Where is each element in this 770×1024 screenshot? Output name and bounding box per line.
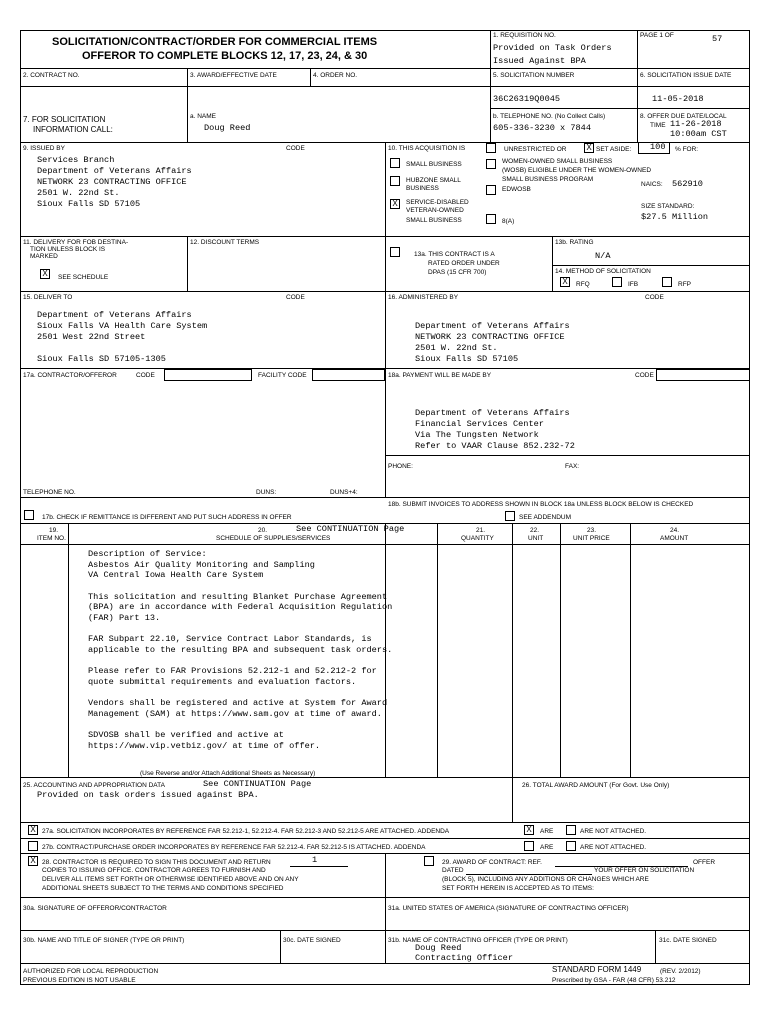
27b-are-checkbox[interactable] [524, 841, 534, 851]
payment-line: Via The Tungsten Network [415, 430, 539, 440]
rating-label: 13b. RATING [555, 239, 594, 246]
duns4-label: DUNS+4: [330, 489, 358, 496]
see-addendum-label: SEE ADDENDUM [519, 514, 572, 521]
rule [637, 30, 638, 142]
offer-label: OFFER [693, 859, 716, 866]
accounting-value: Provided on task orders issued against BPA. [37, 790, 259, 800]
copies-underline [290, 866, 348, 867]
issued-by-code-label: CODE [286, 145, 305, 152]
rule [20, 497, 750, 498]
administered-by-line: 2501 W. 22nd St. [415, 343, 498, 353]
edwosb-label: EDWOSB [502, 186, 531, 193]
footer-revision: (REV. 2/2012) [660, 968, 701, 975]
rated-order-label-3: DPAS (15 CFR 700) [428, 269, 487, 276]
issued-by-line: 2501 W. 22nd St. [37, 188, 120, 198]
offer-due-label: 8. OFFER DUE DATE/LOCAL [640, 113, 727, 120]
rated-order-checkbox[interactable] [390, 247, 400, 257]
sdvosb-label: SERVICE-DISABLED [406, 199, 469, 206]
wosb-label-2: (WOSB) ELIGIBLE UNDER THE WOMEN-OWNED [502, 167, 652, 174]
col-schedule: SCHEDULE OF SUPPLIES/SERVICES [216, 535, 331, 542]
rule [385, 455, 750, 456]
clause-28-label-4: ADDITIONAL SHEETS SUBJECT TO THE TERMS AND CONDITIONS SPECIFIED [42, 885, 284, 892]
officer-title: Contracting Officer [415, 953, 513, 963]
rule [552, 236, 553, 291]
rule [512, 523, 513, 777]
method-label: 14. METHOD OF SOLICITATION [555, 268, 651, 275]
officer-date-label: 31c. DATE SIGNED [659, 937, 717, 944]
27a-are-label: ARE [540, 828, 554, 835]
clause-28-label-2: COPIES TO ISSUING OFFICE. CONTRACTOR AGREES TO FURNISH AND [42, 867, 266, 874]
description-paragraph: Vendors shall be registered and active at System for Award Management (SAM) at https://www.sam.gov at time of award. [88, 698, 388, 719]
percent-for-label: % FOR: [675, 146, 699, 153]
naics-label: NAICS: [641, 181, 663, 188]
deliver-to-label: 15. DELIVER TO [23, 294, 73, 301]
rfp-checkbox[interactable] [662, 277, 672, 287]
27a-not-attached-label: ARE NOT ATTACHED. [580, 828, 647, 835]
dated-underline [466, 874, 592, 875]
description-paragraph: Please refer to FAR Provisions 52.212-1 and 52.212-2 for quote submittal requirements and evaluation factors. [88, 666, 377, 687]
hubzone-label: HUBZONE SMALL [406, 177, 461, 184]
hubzone-checkbox[interactable] [390, 176, 400, 186]
rfp-label: RFP [678, 281, 691, 288]
see-addendum-checkbox[interactable] [505, 511, 515, 521]
payment-line: Financial Services Center [415, 419, 544, 429]
small-business-checkbox[interactable] [390, 158, 400, 168]
contact-name: Doug Reed [204, 123, 251, 133]
info-call-label: 7. FOR SOLICITATION [23, 115, 106, 124]
duns-label: DUNS: [256, 489, 277, 496]
unrestricted-label: UNRESTRICTED OR [504, 146, 567, 153]
sdvosb-label-2: VETERAN-OWNED [406, 207, 464, 214]
payment-code-field[interactable] [656, 369, 750, 381]
rule [280, 930, 281, 963]
accounting-continuation: See CONTINUATION Page [203, 779, 312, 789]
issued-by-line: NETWORK 23 CONTRACTING OFFICE [37, 177, 187, 187]
sdvosb-checkbox[interactable]: X [390, 199, 400, 209]
telephone-no-label: TELEPHONE NO. [23, 489, 76, 496]
solicitation-number-label: 5. SOLICITATION NUMBER [493, 72, 575, 79]
ifb-label: IFB [628, 281, 639, 288]
rule [385, 142, 386, 497]
rule [385, 236, 750, 237]
set-aside-percent: 100 [650, 142, 666, 152]
total-award-label: 26. TOTAL AWARD AMOUNT (For Govt. Use Only) [522, 782, 670, 789]
facility-code-field[interactable] [312, 369, 385, 381]
col20-num: 20. [258, 527, 268, 534]
col23-num: 23. [587, 527, 597, 534]
contractor-code-label: CODE [136, 372, 155, 379]
deliver-to-line: Sioux Falls SD 57105-1305 [37, 354, 166, 364]
naics-code: 562910 [672, 179, 703, 189]
rfq-checkbox[interactable]: X [560, 277, 570, 287]
offer-due-time: 10:00am CST [670, 129, 727, 139]
wosb-label-3: SMALL BUSINESS PROGRAM [502, 176, 594, 183]
offeror-date-label: 30c. DATE SIGNED [283, 937, 341, 944]
see-schedule-label: SEE SCHEDULE [58, 274, 109, 281]
deliver-to-code-label: CODE [286, 294, 305, 301]
col24-num: 24. [670, 527, 680, 534]
rule [20, 86, 750, 87]
rule [20, 963, 750, 964]
solicitation-number: 36C26319Q0045 [493, 94, 561, 104]
27b-are-label: ARE [540, 844, 554, 851]
contractor-code-field[interactable] [164, 369, 252, 381]
offeror-signature-label: 30a. SIGNATURE OF OFFEROR/CONTRACTOR [23, 905, 167, 912]
issue-date-label: 6. SOLICITATION ISSUE DATE [640, 72, 732, 79]
delivery-label-2: TION UNLESS BLOCK IS [30, 246, 106, 253]
small-business-label: SMALL BUSINESS [406, 161, 462, 168]
col21-num: 21. [476, 527, 486, 534]
description-paragraph: Description of Service: Asbestos Air Quality Monitoring and Sampling VA Central Iowa Health Care System [88, 549, 315, 580]
administered-by-code-label: CODE [645, 294, 664, 301]
set-aside-label: SET ASIDE: [596, 146, 632, 153]
rule [630, 523, 631, 777]
col-item-no: ITEM NO. [37, 535, 66, 542]
set-aside-checkbox[interactable]: X [584, 143, 594, 153]
rule [490, 108, 750, 109]
payment-label: 18a. PAYMENT WILL BE MADE BY [388, 372, 492, 379]
phone-label: PHONE: [388, 463, 413, 470]
rule [560, 523, 561, 777]
delivery-label: 11. DELIVERY FOR FOB DESTINA- [23, 239, 129, 246]
officer-name-label: 31b. NAME OF CONTRACTING OFFICER (TYPE OR PRINT) [388, 937, 568, 944]
description-paragraph: This solicitation and resulting Blanket Purchase Agreement (BPA) are in accordance with Federal Acquisition Regulation (FAR) Part 13. [88, 591, 393, 623]
issued-by-line: Services Branch [37, 155, 115, 165]
order-no-label: 4. ORDER NO. [313, 72, 358, 79]
payment-line: Refer to VAAR Clause 852.232-72 [415, 441, 575, 451]
form-title: SOLICITATION/CONTRACT/ORDER FOR COMMERCIAL ITEMS [52, 36, 378, 48]
offer-due-date: 11-26-2018 [670, 119, 722, 129]
submit-invoices-label: 18b. SUBMIT INVOICES TO ADDRESS SHOWN IN BLOCK 18a UNLESS BLOCK BELOW IS CHECKED [388, 501, 694, 508]
unrestricted-checkbox[interactable] [486, 143, 496, 153]
sdvosb-label-3: SMALL BUSINESS [406, 217, 462, 224]
contract-no-label: 2. CONTRACT NO. [23, 72, 80, 79]
rule [385, 853, 386, 963]
27a-are-checkbox[interactable]: X [524, 825, 534, 835]
rule [490, 30, 491, 142]
col22-num: 22. [530, 527, 540, 534]
time-label: TIME [650, 122, 666, 129]
remittance-checkbox[interactable] [24, 510, 34, 520]
clause-28-label: 28. CONTRACTOR IS REQUIRED TO SIGN THIS DOCUMENT AND RETURN [42, 859, 271, 866]
rule [187, 68, 188, 142]
dated-label: DATED [442, 867, 464, 874]
accounting-label: 25. ACCOUNTING AND APPROPRIATION DATA [23, 782, 165, 789]
rule [68, 523, 69, 777]
fax-label: FAX: [565, 463, 580, 470]
administered-by-label: 16. ADMINISTERED BY [388, 294, 459, 301]
27b-not-attached-label: ARE NOT ATTACHED. [580, 844, 647, 851]
rule [20, 777, 750, 778]
footer-prescribed: Prescribed by GSA - FAR (48 CFR) 53.212 [552, 977, 676, 984]
hubzone-label-2: BUSINESS [406, 185, 439, 192]
rated-order-label: 13a. THIS CONTRACT IS A [414, 251, 495, 258]
issue-date: 11-05-2018 [652, 94, 704, 104]
rule [20, 838, 750, 839]
discount-terms-label: 12. DISCOUNT TERMS [190, 239, 260, 246]
clause-29-label: 29. AWARD OF CONTRACT: REF. [442, 859, 542, 866]
requisition-value-2: Issued Against BPA [493, 56, 586, 66]
col19-num: 19. [49, 527, 59, 534]
rule [20, 68, 750, 69]
name-label: a. NAME [190, 113, 217, 120]
rated-order-label-2: RATED ORDER UNDER [428, 260, 500, 267]
eight-a-checkbox[interactable] [486, 214, 496, 224]
rule [310, 68, 311, 86]
remittance-label: 17b. CHECK IF REMITTANCE IS DIFFERENT AND PUT SUCH ADDRESS IN OFFER [42, 514, 292, 521]
clause-27b-label: 27b. CONTRACT/PURCHASE ORDER INCORPORATES BY REFERENCE FAR 52.212-4. FAR 52.212-5 IS ATTACHED. ADDENDA [42, 844, 426, 851]
clause-28-checkbox[interactable]: X [28, 856, 38, 866]
clause-29-label-3: (BLOCK 5), INCLUDING ANY ADDITIONS OR CHANGES WHICH ARE [442, 876, 649, 883]
size-standard: $27.5 Million [641, 212, 709, 222]
rating-value: N/A [595, 251, 611, 261]
administered-by-line: Department of Veterans Affairs [415, 321, 570, 331]
officer-name: Doug Reed [415, 943, 462, 953]
rule [512, 777, 513, 822]
description-paragraph: FAR Subpart 22.10, Service Contract Labor Standards, is applicable to the resulting BPA and subsequent task orders. [88, 634, 393, 655]
clause-28-label-3: DELIVER ALL ITEMS SET FORTH OR OTHERWISE IDENTIFIED ABOVE AND ON ANY [42, 876, 299, 883]
info-call-label-2: INFORMATION CALL: [33, 125, 113, 134]
clause-29-checkbox[interactable] [424, 856, 434, 866]
description-paragraph: SDVOSB shall be verified and active at https://www.vip.vetbiz.gov/ at time of offer. [88, 730, 321, 751]
footer-form-name: STANDARD FORM 1449 [552, 965, 642, 974]
contractor-label: 17a. CONTRACTOR/OFFEROR [23, 372, 117, 379]
deliver-to-line: Department of Veterans Affairs [37, 310, 192, 320]
contact-phone: 605-336-3230 x 7844 [493, 123, 591, 133]
additional-sheets-note: (Use Reverse and/or Attach Additional Sheets as Necessary) [140, 770, 316, 777]
rfq-label: RFQ [576, 281, 590, 288]
administered-by-line: NETWORK 23 CONTRACTING OFFICE [415, 332, 565, 342]
clause-27a-label: 27a. SOLICITATION INCORPORATES BY REFERENCE FAR 52.212-1, 52.212-4. FAR 52.212-3 AND 52.212-5 ARE ATTACHED. ADDENDA [42, 828, 450, 835]
see-schedule-checkbox[interactable]: X [40, 269, 50, 279]
page-total: 57 [712, 34, 723, 44]
officer-signature-label: 31a. UNITED STATES OF AMERICA (SIGNATURE OF CONTRACTING OFFICER) [388, 905, 629, 912]
deliver-to-line: Sioux Falls VA Health Care System [37, 321, 208, 331]
signer-name-label: 30b. NAME AND TITLE OF SIGNER (TYPE OR PRINT) [23, 937, 185, 944]
27a-not-attached-checkbox[interactable] [566, 825, 576, 835]
eight-a-label: 8(A) [502, 218, 515, 225]
rule [20, 822, 750, 823]
rule [187, 236, 188, 291]
issued-by-line: Department of Veterans Affairs [37, 166, 192, 176]
copies-count[interactable]: 1 [312, 855, 318, 865]
wosb-label: WOMEN-OWNED SMALL BUSINESS [502, 158, 613, 165]
facility-code-label: FACILITY CODE [258, 372, 307, 379]
edwosb-checkbox[interactable] [486, 185, 496, 195]
rule [20, 236, 385, 237]
service-description [88, 549, 498, 762]
award-date-label: 3. AWARD/EFFECTIVE DATE [190, 72, 277, 79]
ifb-checkbox[interactable] [612, 277, 622, 287]
deliver-to-line: 2501 West 22nd Street [37, 332, 146, 342]
size-standard-label: SIZE STANDARD: [641, 203, 695, 210]
wosb-checkbox[interactable] [486, 159, 496, 169]
27b-not-attached-checkbox[interactable] [566, 841, 576, 851]
rule [552, 265, 750, 266]
footer-authorized: AUTHORIZED FOR LOCAL REPRODUCTION [23, 968, 159, 975]
requisition-value: Provided on Task Orders [493, 43, 612, 53]
administered-by-line: Sioux Falls SD 57105 [415, 354, 519, 364]
continuation-note: See CONTINUATION Page [296, 524, 405, 534]
acquisition-label: 10. THIS ACQUISITION IS [388, 145, 466, 152]
issued-by-label: 9. ISSUED BY [23, 145, 65, 152]
col-unit: UNIT [528, 535, 544, 542]
page-label: PAGE 1 OF [640, 32, 674, 39]
footer-previous-edition: PREVIOUS EDITION IS NOT USABLE [23, 977, 136, 984]
clause-29-label-4: SET FORTH HEREIN IS ACCEPTED AS TO ITEMS: [442, 885, 594, 892]
requisition-label: 1. REQUISITION NO. [493, 32, 556, 39]
form-subtitle: OFFEROR TO COMPLETE BLOCKS 12, 17, 23, 24, & 30 [82, 50, 368, 62]
col-unit-price: UNIT PRICE [573, 535, 610, 542]
payment-code-label: CODE [635, 372, 654, 379]
delivery-label-3: MARKED [30, 253, 58, 260]
clause-27b-checkbox[interactable] [28, 841, 38, 851]
issued-by-line: Sioux Falls SD 57105 [37, 199, 141, 209]
your-offer-label: YOUR OFFER ON SOLICITATION [594, 867, 695, 874]
clause-27a-checkbox[interactable]: X [28, 825, 38, 835]
rule [655, 930, 656, 963]
col-quantity: QUANTITY [461, 535, 494, 542]
telephone-label: b. TELEPHONE NO. (No Collect Calls) [493, 113, 606, 120]
col-amount: AMOUNT [660, 535, 689, 542]
payment-line: Department of Veterans Affairs [415, 408, 570, 418]
